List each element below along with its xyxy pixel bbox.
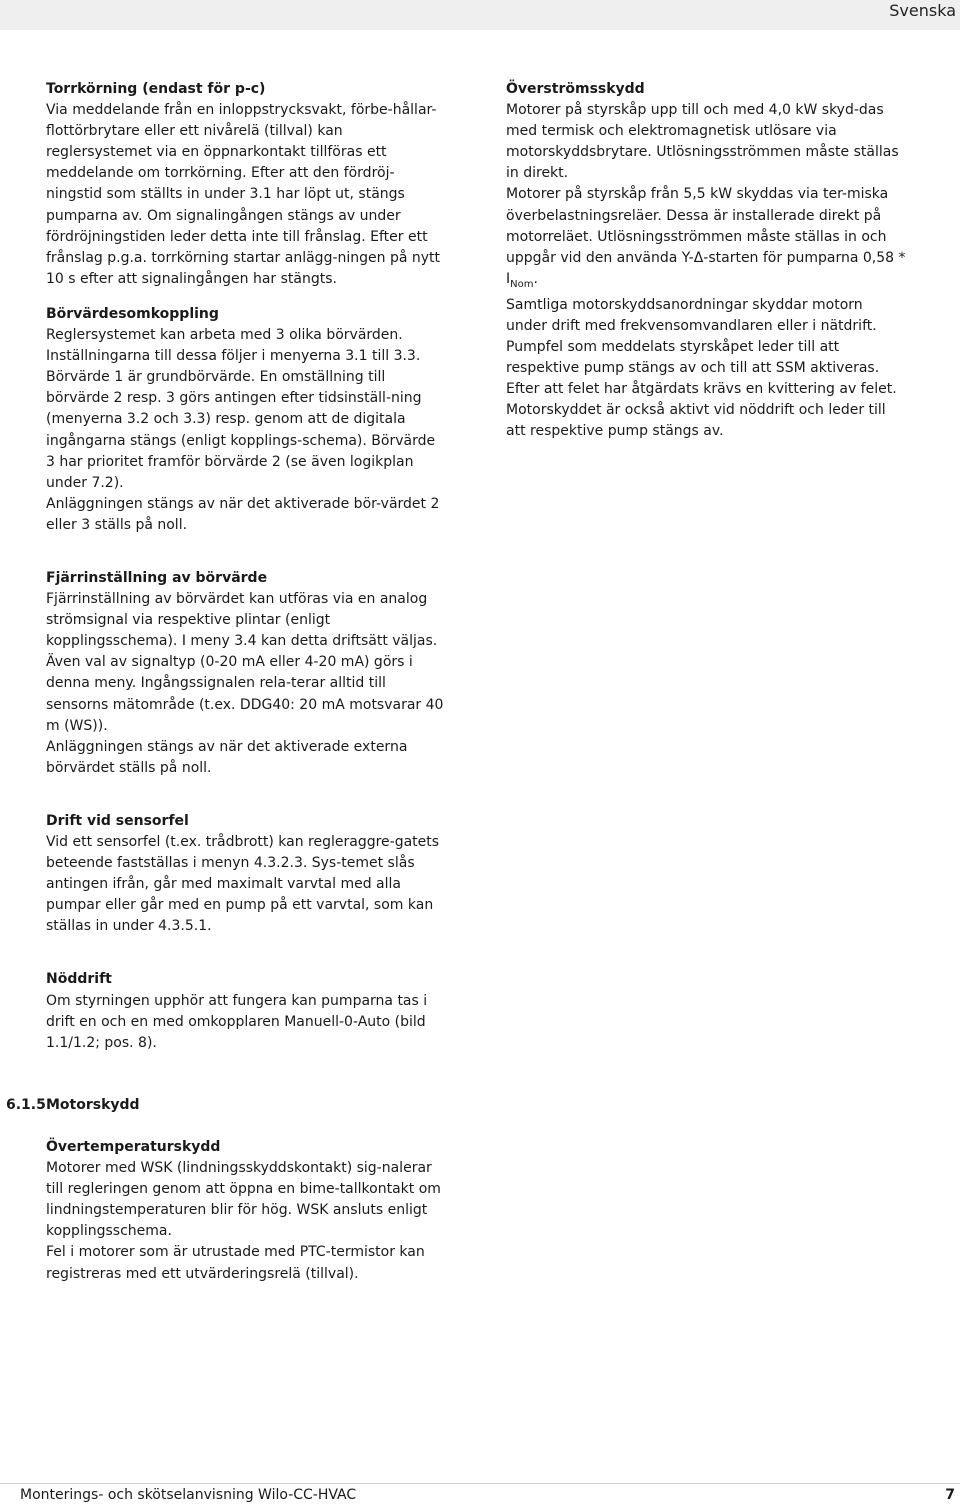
chapter-title: Motorskydd	[46, 1097, 140, 1113]
paragraph: Fel i motorer som är utrustade med PTC-termistor kan registreras med ett utvärderingsrelä (tillval).	[46, 1244, 425, 1282]
text: Motorer på styrskåp från 5,5 kW skyddas via ter-miska överbelastningsreläer. Dessa är installerade direkt på motorreläet. Utlösningsströmmen måste ställas in och uppgår vid den använda Y-Δ-starten för pumparna 0,58 * I	[506, 186, 906, 287]
paragraph	[506, 184, 906, 294]
subscript: Nom	[510, 278, 534, 290]
paragraph: Anläggningen stängs av när det aktiverade externa börvärdet ställs på noll.	[46, 738, 408, 776]
paragraph: Motorskyddet är också aktivt vid nöddrift och leder till att respektive pump stängs av.	[506, 402, 886, 440]
section-title: Överströmsskydd	[506, 81, 645, 97]
section-title: Fjärrinställning av börvärde	[46, 569, 268, 586]
paragraph: Om styrningen upphör att fungera kan pumparna tas i drift en och en med omkopplaren Manuell-0-Auto (bild 1.1/1.2; pos. 8).	[46, 992, 428, 1051]
paragraph: Anläggningen stängs av när det aktiverade bör-värdet 2 eller 3 ställs på noll.	[46, 495, 440, 533]
left-column	[46, 79, 446, 1054]
language-label: Svenska	[889, 1, 956, 20]
paragraph: Samtliga motorskyddsanordningar skyddar motorn under drift med frekvensomvandlaren eller i nätdrift. Pumpfel som meddelats styrskåpet leder till att respektive pump stängs av och till att SSM aktiveras. Efter att felet har åtgärdats krävs en kvittering av felet.	[506, 296, 897, 398]
section-torrkorning	[46, 79, 446, 290]
chapter-number: 6.1.5	[6, 1097, 46, 1113]
paragraph: Via meddelande från en inloppstrycksvakt, förbe-hållar-flottörbrytare eller ett nivårelä (tillval) kan reglersystemet via en öppnarkontakt tillföras ett meddelande om torrkörning. Efter att den fördröj-ningstid som ställts in under 3.1 har löpt ut, stängs pumparna av. Om signalingången stängs av under fördröjningstiden leder detta inte till frånslag. Efter ett frånslag p.g.a. torrkörning startar anlägg-ningen på nytt 10 s efter att signalingången har stängts.	[46, 102, 441, 287]
section-title: Övertemperaturskydd	[46, 1139, 221, 1155]
section-title: Nöddrift	[46, 971, 112, 988]
footer-document-title: Monterings- och skötselanvisning Wilo-CC-HVAC	[20, 1487, 357, 1503]
section-overtemperaturskydd	[46, 1137, 446, 1285]
section-borvardesomkoppling	[46, 304, 446, 536]
paragraph: Reglersystemet kan arbeta med 3 olika börvärden. Inställningarna till dessa följer i menyerna 3.1 till 3.3.	[46, 327, 421, 365]
paragraph: Motorer på styrskåp upp till och med 4,0 kW skyd-das med termisk och elektromagnetisk utlösare via motorskyddsbrytare. Utlösningsströmmen måste ställas in direkt.	[506, 102, 899, 182]
text: .	[533, 270, 538, 287]
page-number: 7	[945, 1487, 955, 1503]
section-title: Börvärdesomkoppling	[46, 305, 219, 322]
section-fjarrinstallning	[46, 568, 446, 779]
section-title: Torrkörning (endast för p-c)	[46, 81, 266, 97]
paragraph: Fjärrinställning av börvärdet kan utföras via en analog strömsignal via respektive plintar (enligt kopplingsschema). I meny 3.4 kan detta driftsätt väljas. Även val av signaltyp (0-20 mA eller 4-20 mA) görs i denna meny. Ingångssignalen rela-terar alltid till sensorns mätområde (t.ex. DDG40: 20 mA motsvarar 40 m (WS)).	[46, 591, 444, 734]
page-footer	[0, 1483, 960, 1505]
right-column	[506, 79, 906, 442]
paragraph: Motorer med WSK (lindningsskyddskontakt) sig-nalerar till regleringen genom att öppna en bime-tallkontakt om lindningstemperaturen blir för hög. WSK ansluts enligt kopplingsschema.	[46, 1160, 441, 1240]
section-drift-vid-sensorfel	[46, 811, 446, 938]
left-column-bottom	[46, 1137, 446, 1285]
page-header	[0, 0, 960, 30]
paragraph: Börvärde 1 är grundbörvärde. En omställning till börvärde 2 resp. 3 görs antingen efter tidsinställ-ning (menyerna 3.2 och 3.3) resp. genom att de digitala ingångarna stängs (enligt kopplings-schema). Börvärde 3 har prioritet framför börvärde 2 (se även logikplan under 7.2).	[46, 369, 436, 491]
section-overstromsskydd	[506, 79, 906, 442]
paragraph: Vid ett sensorfel (t.ex. trådbrott) kan regleraggre-gatets beteende fastställas i menyn 4.3.2.3. Sys-temet slås antingen ifrån, går med maximalt varvtal med alla pumpar eller går med en pump på ett varvtal, som kan ställas in under 4.3.5.1.	[46, 834, 440, 935]
section-noddrift	[46, 969, 446, 1053]
section-title: Drift vid sensorfel	[46, 812, 189, 829]
